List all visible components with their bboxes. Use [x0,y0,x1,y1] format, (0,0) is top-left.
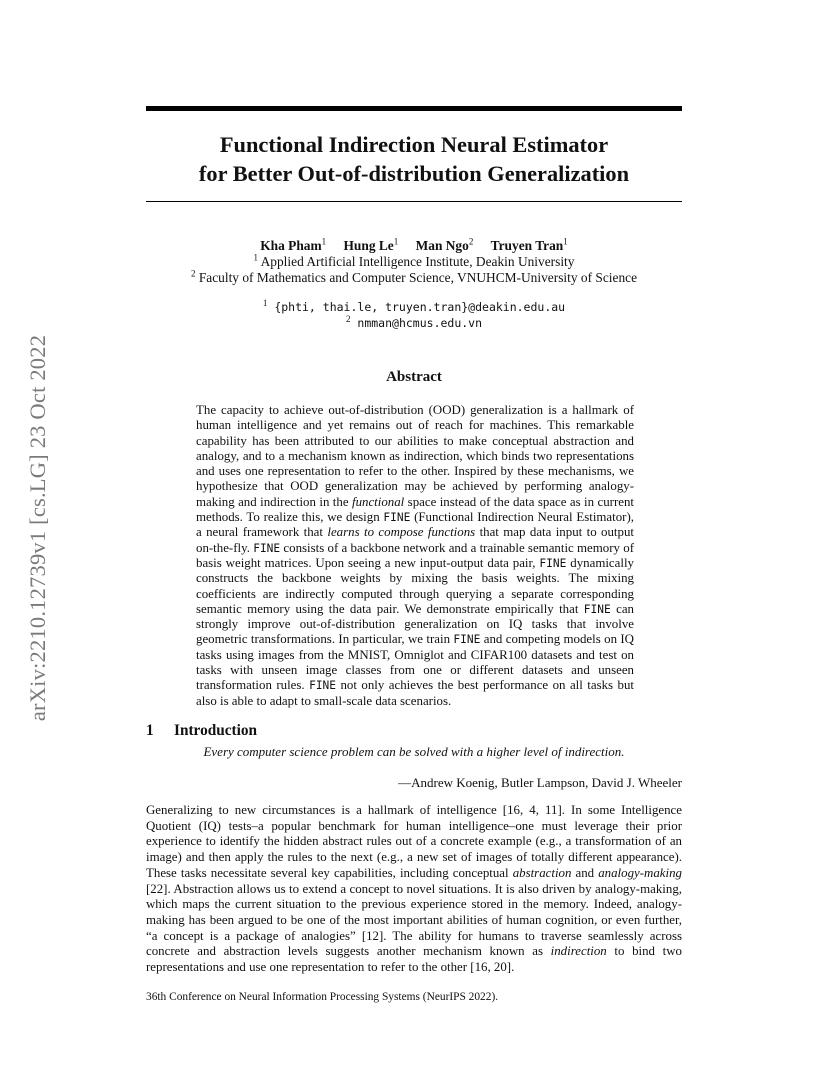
email-line: $^1$ {phti, thai.le, truyen.tran}@deakin.edu.au [262,298,566,314]
title-line-2: for Better Out-of-distribution Generalization [198,161,630,186]
section-title: Introduction [174,722,258,739]
author: Hung Le$^1$ [343,236,399,253]
email-line: $^2$ nmman@hcmus.edu.vn [345,314,483,330]
paper-title [146,130,682,188]
epigraph-attribution: —Andrew Koenig, Butler Lampson, David J. Wheeler [398,775,682,790]
epigraph-quote: Every computer science problem can be solved with a higher level of indirection. [203,744,625,759]
title-top-rule [146,106,682,111]
abstract-heading: Abstract [386,369,442,385]
introduction-paragraph: Generalizing to new circumstances is a hallmark of intelligence [16, 4, 11]. In some Intelligence Quotient (IQ) tests–a popular benchmark for human intelligence–one must leverage their prior experience to identify the hidden abstract rules out of a concrete example (e.g., a transformation of an image) and then apply the rules to the next (e.g., a new set of images of totally different appearance). These tasks necessitate several key capabilities, including conceptual abstraction and analogy-making [22]. Abstraction allows us to extend a concept to novel situations. It is also driven by analogy-making, which maps the current situation to the previous experience stored in the memory. Indeed, analogy-making has been argued to be one of the most important abilities of human cognition, or even further, “a concept is a package of analogies” [12]. The ability for humans to traverse seamlessly across concrete and abstraction levels suggests another mechanism known as indirection to bind two representations and use one representation to refer to the other [16, 20]. [146,803,682,975]
affiliation: $^1$ Applied Artificial Intelligence Institute, Deakin University [253,252,575,269]
author-emails [146,299,682,331]
author-names [146,238,682,254]
author: Truyen Tran$^1$ [490,236,568,253]
author: Man Ngo$^2$ [415,236,474,253]
abstract-text: The capacity to achieve out-of-distribution (OOD) generalization is a hallmark of human intelligence and yet remains out of reach for machines. This remarkable capability has been attributed to our abilities to make conceptual abstraction and analogy, and to a mechanism known as indirection, which binds two representations and uses one representation to refer to the other. Inspired by these mechanisms, we hypothesize that OOD generalization may be achieved by performing analogy-making and indirection in the functional space instead of the data space as in current methods. To realize this, we design FINE (Functional Indirection Neural Estimator), a neural framework that learns to compose functions that map data input to output on-the-fly. FINE consists of a backbone network and a trainable semantic memory of basis weight matrices. Upon seeing a new input-output data pair, FINE dynamically constructs the backbone weights by mixing the basis weights. The mixing coefficients are indirectly computed through querying a separate corresponding semantic memory using the data pair. We demonstrate empirically that FINE can strongly improve out-of-distribution generalization on IQ tasks that involve geometric transformations. In particular, we train FINE and competing models on IQ tasks using images from the MNIST, Omniglot and CIFAR100 datasets and test on tasks with unseen image classes from one or different datasets and unseen transformation rules. FINE not only achieves the best performance on all tasks but also is able to adapt to small-scale data scenarios. [196,403,634,708]
title-bottom-rule [146,201,682,202]
author-block [146,238,682,286]
section-number: 1 [146,722,154,739]
author: Kha Pham$^1$ [260,236,327,253]
title-line-1: Functional Indirection Neural Estimator [219,132,609,157]
arxiv-identifier-text: arXiv:2210.12739v1 [cs.LG] 23 Oct 2022 [25,334,50,722]
section-heading-introduction [146,722,257,740]
affiliation: $^2$ Faculty of Mathematics and Computer Science, VNUHCM-University of Science [190,268,638,285]
conference-footer: 36th Conference on Neural Information Processing Systems (NeurIPS 2022). [146,991,499,1003]
